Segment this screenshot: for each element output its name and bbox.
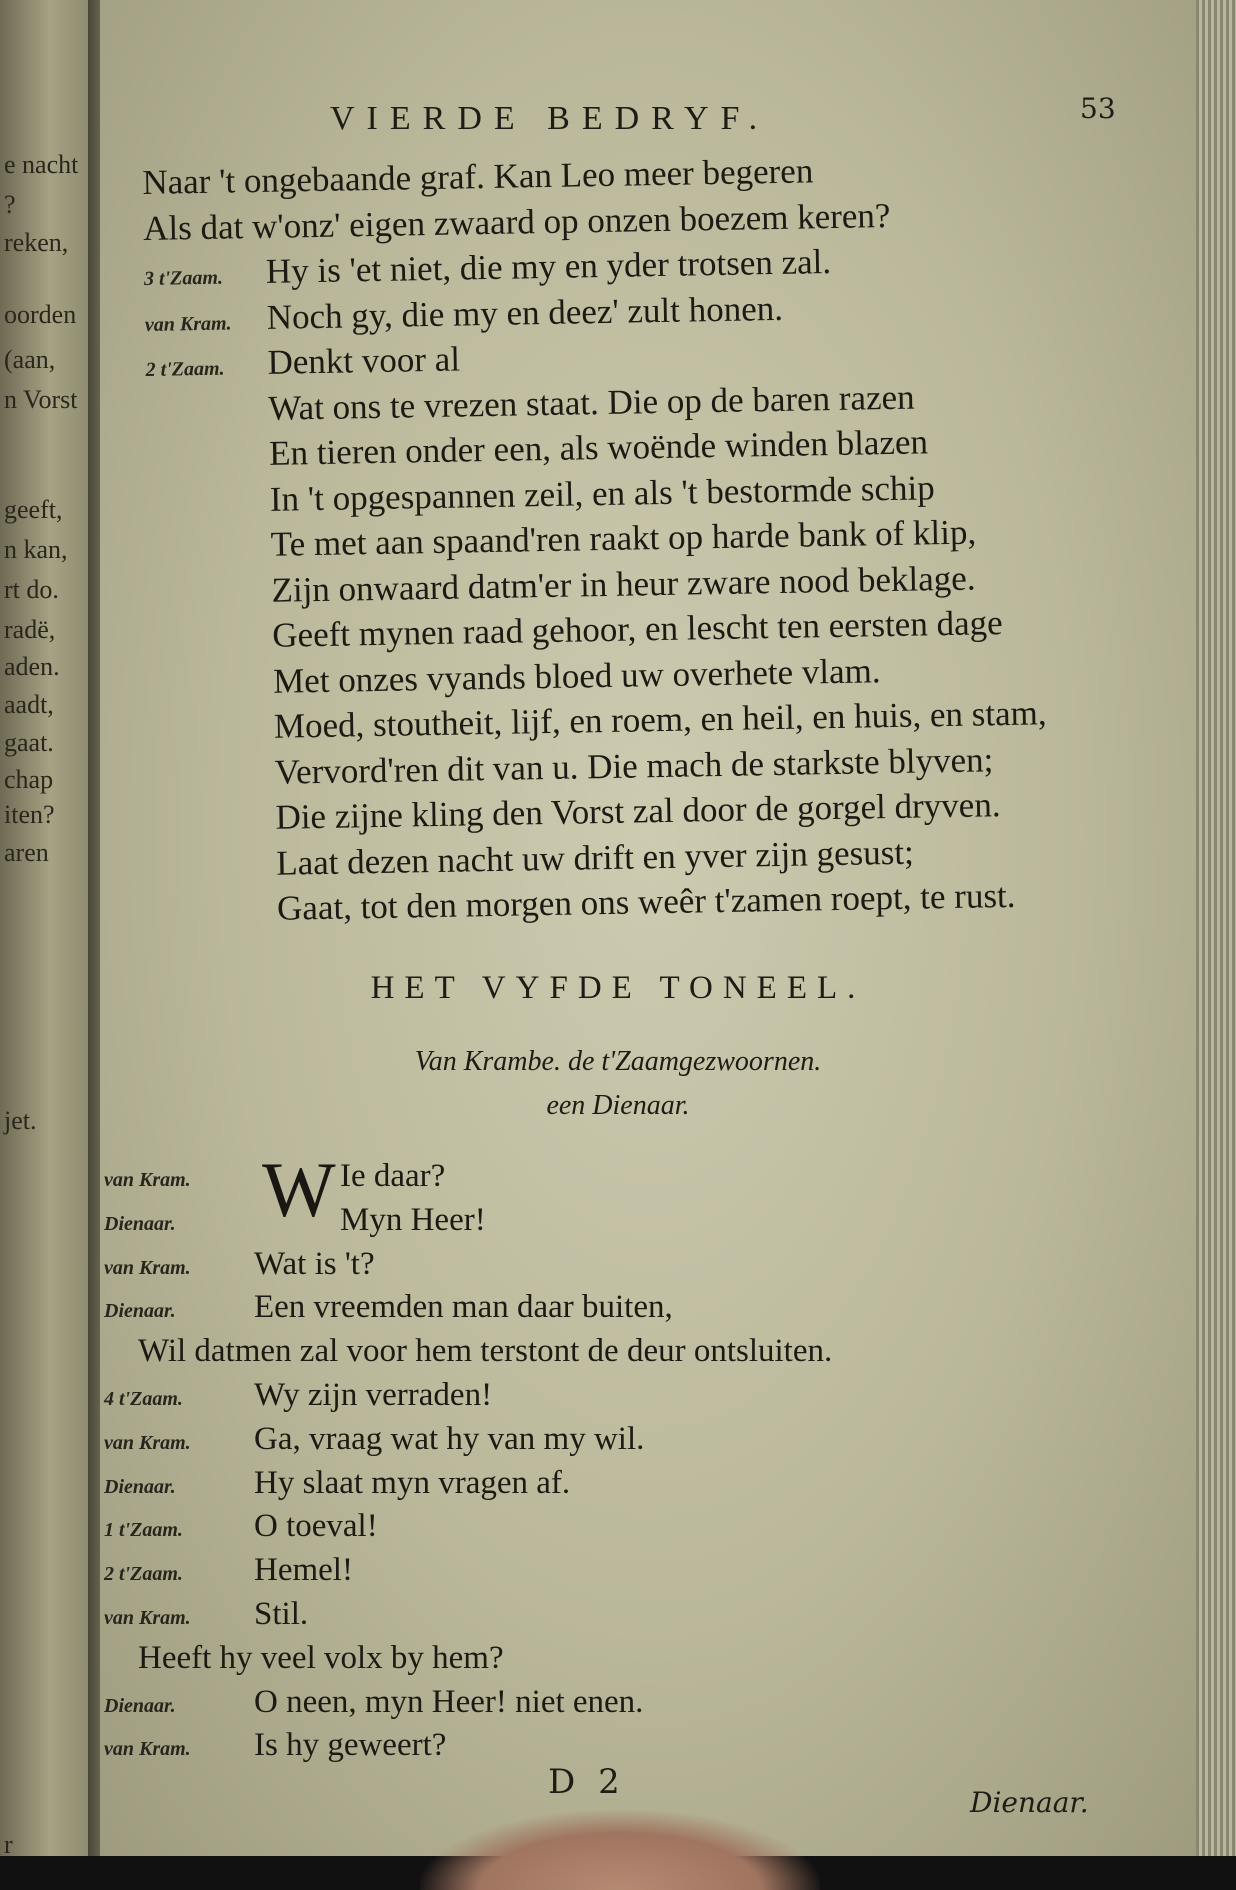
speaker-label: Dienaar. [104, 1212, 176, 1235]
verse-text: Vervord'ren dit van u. Die mach de starkste blyven; [274, 739, 994, 792]
verse-text: Zijn onwaard datm'er in heur zware nood beklage. [271, 558, 976, 610]
verse-text: Geeft mynen raad gehoor, en lescht ten eersten dage [271, 603, 1003, 655]
verse-text: In 't opgespannen zeil, en als 't bestormde schip [269, 467, 935, 519]
dialog-text: O toeval! [254, 1508, 378, 1545]
speaker-label: Dienaar. [104, 1300, 176, 1323]
dialog-text: Myn Heer! [340, 1201, 486, 1238]
scene-title: HET VYFDE TONEEL. [370, 970, 866, 1006]
speaker-label: van Kram. [104, 1169, 191, 1191]
margin-fragment: gaat. [4, 728, 54, 757]
speaker-label: van Kram. [104, 1256, 191, 1279]
dialog-line [104, 1330, 1104, 1374]
verse-text: Met onzes vyands bloed uw overhete vlam. [272, 650, 881, 701]
speaker-label: Dienaar. [104, 1694, 176, 1717]
dialog-text: Een vreemden man daar buiten, [254, 1289, 673, 1326]
dialog-line [104, 1374, 1104, 1418]
speaker-label: 4 t'Zaam. [104, 1387, 183, 1410]
dialog-line [104, 1199, 1104, 1243]
dialog-line [104, 1505, 1104, 1549]
speaker-label: Dienaar. [104, 1475, 176, 1498]
dialog-text: Is hy geweert? [254, 1727, 447, 1764]
margin-fragment: aadt, [4, 690, 54, 719]
dialog-line [104, 1681, 1104, 1725]
margin-fragment: reken, [4, 228, 69, 257]
cast-list [0, 1040, 1236, 1128]
speaker-label: van Kram. [104, 1431, 191, 1454]
verse-text: Die zijne kling den Vorst zal door de gorgel dryven. [275, 785, 1001, 837]
catchword: Dienaar. [970, 1786, 1089, 1819]
cast-line: Van Krambe. de t'Zaamgezwoornen. [414, 1046, 822, 1077]
margin-fragment: ? [4, 190, 16, 219]
speaker-label: van Kram. [104, 1738, 191, 1761]
dialog-line [104, 1418, 1104, 1462]
speaker-label: 2 t'Zaam. [104, 1563, 183, 1586]
dialog-line [104, 1549, 1104, 1593]
margin-fragment: rt do. [4, 575, 59, 604]
dialog-line [104, 1286, 1104, 1330]
speaker-label: 2 t'Zaam. [145, 357, 225, 381]
speaker-label: 3 t'Zaam. [143, 266, 224, 290]
margin-fragment: n Vorst [4, 385, 78, 414]
margin-fragment: (aan, [4, 345, 56, 374]
dialog-text: Hy slaat myn vragen af. [254, 1464, 571, 1501]
dialog-line [104, 1593, 1104, 1637]
margin-fragment: iten? [4, 800, 55, 829]
verse-text: Laat dezen nacht uw drift en yver zijn gesust; [275, 832, 915, 883]
verse-text: Moed, stoutheit, lijf, en roem, en heil, en huis, en stam, [273, 693, 1047, 746]
margin-fragment: aden. [4, 652, 60, 681]
margin-fragment: geeft, [4, 495, 63, 524]
page-number: 53 [1080, 92, 1116, 125]
signature-mark: D 2 [548, 1762, 626, 1802]
verse-text: En tieren onder een, als woënde winden blazen [268, 422, 929, 473]
margin-fragment: radë, [4, 615, 56, 644]
thumb [420, 1810, 820, 1890]
dialog-text: Ie daar? [340, 1158, 446, 1194]
dialog-text: Ga, vraag wat hy van my wil. [254, 1420, 645, 1457]
margin-fragment: aren [4, 838, 49, 867]
margin-fragment: jet. [4, 1106, 37, 1135]
margin-fragment: e nacht [4, 150, 79, 179]
speaker-label: van Kram. [144, 311, 232, 336]
dialog-text: Wat is 't? [254, 1245, 375, 1282]
dialog-text: O neen, myn Heer! niet enen. [254, 1683, 644, 1720]
margin-fragment: chap [4, 765, 54, 794]
dialog-text: Heeft hy veel volx by hem? [138, 1639, 504, 1676]
margin-fragment: r [4, 1830, 13, 1856]
margin-fragment: n kan, [4, 535, 68, 564]
dialog-line [104, 1462, 1104, 1506]
running-head: VIERDE BEDRYF. [330, 100, 770, 137]
facing-page-edge [0, 0, 92, 1856]
dialog-line [104, 1243, 1104, 1287]
verse-text: Denkt voor al [267, 339, 461, 382]
dialog-text: Hemel! [254, 1552, 353, 1589]
dialog-line [104, 1637, 1104, 1681]
dialog-line [104, 1155, 1104, 1199]
verse-text: Te met aan spaand'ren raakt op harde bank of klip, [270, 512, 977, 564]
margin-fragment: oorden [4, 300, 77, 329]
cast-line: een Dienaar. [546, 1090, 690, 1121]
page-edges [1196, 0, 1236, 1856]
dialog-block [104, 1155, 1104, 1768]
verse-text: Naar 't ongebaande graf. Kan Leo meer begeren [142, 151, 814, 202]
dialog-text: Wil datmen zal voor hem terstont de deur ontsluiten. [138, 1333, 833, 1370]
verse-text: Hy is 'et niet, die my en yder trotsen zal. [265, 241, 832, 291]
dialog-text: Wy zijn verraden! [254, 1376, 493, 1413]
drop-cap: W [262, 1146, 336, 1233]
verse-text: Wat ons te vrezen staat. Die op de baren razen [268, 377, 915, 428]
verse-text: Gaat, tot den morgen ons weêr t'zamen roept, te rust. [276, 875, 1016, 928]
verse-block [142, 143, 1115, 933]
dialog-text: Stil. [254, 1595, 309, 1632]
speaker-label: 1 t'Zaam. [104, 1519, 183, 1542]
speaker-label: van Kram. [104, 1606, 191, 1629]
verse-text: Noch gy, die my en deez' zult honen. [266, 288, 784, 337]
verse-text: Als dat w'onz' eigen zwaard op onzen boezem keren? [142, 195, 891, 248]
